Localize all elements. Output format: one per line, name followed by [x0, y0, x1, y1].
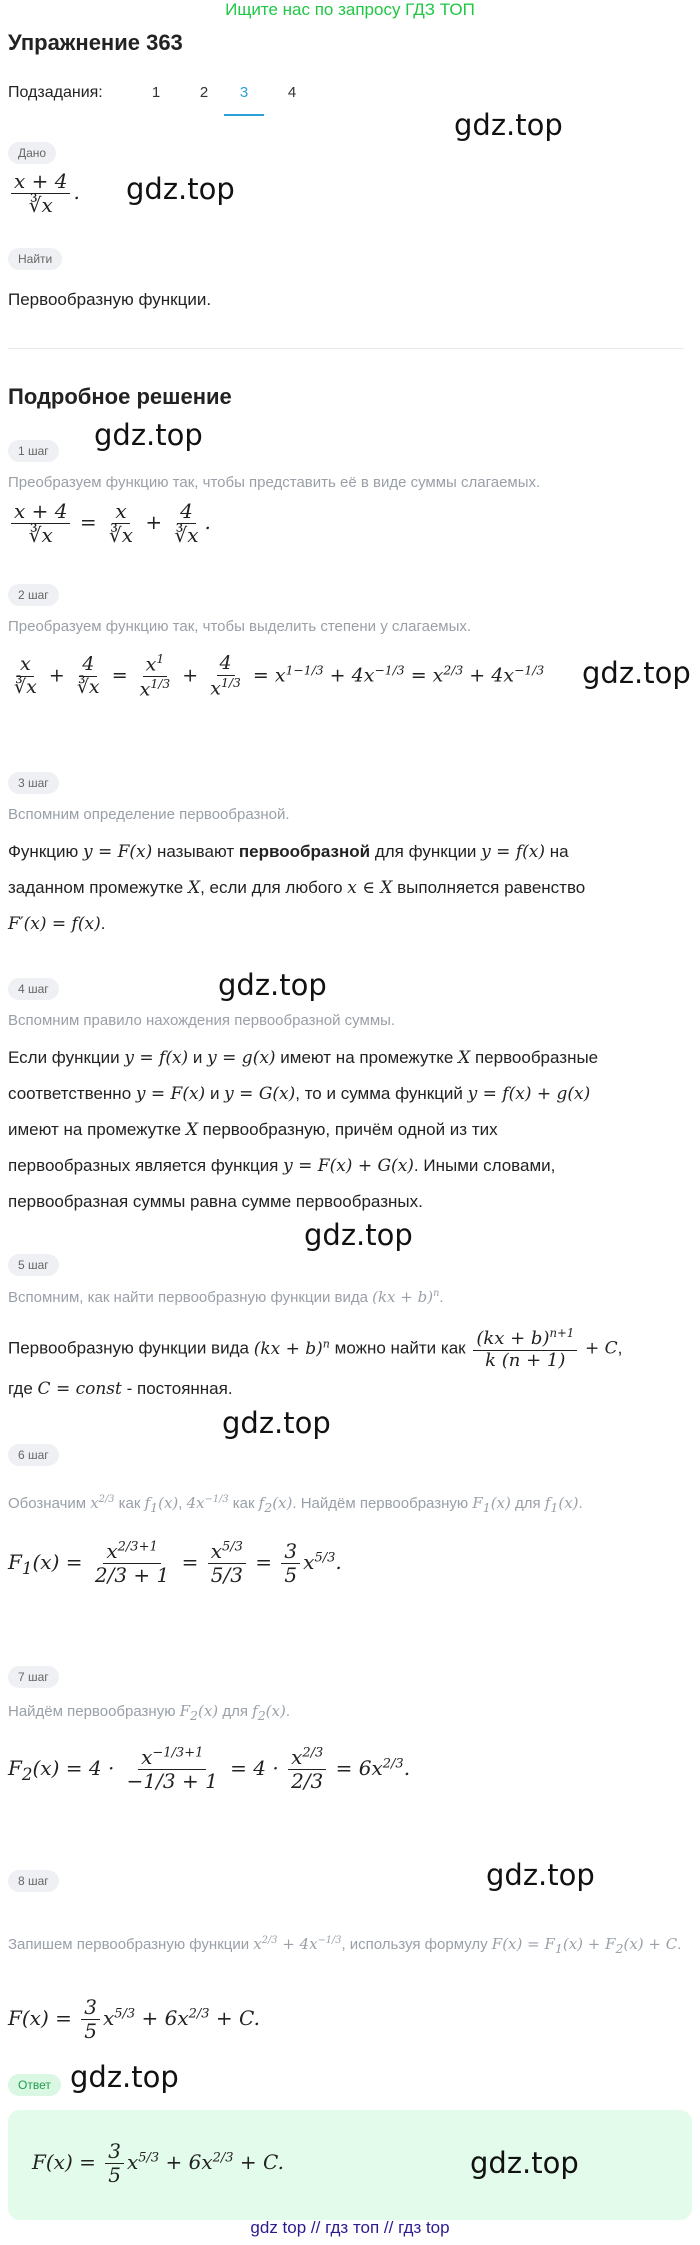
- step-5-rule: Первообразную функции вида (kx + b)$^n$ можно найти как $\frac{(kx + b)^{n+1}}{k (n + 1)}$ + C, где C = const - постоянная.: [8, 1325, 623, 1400]
- step-7-chip: 7 шаг: [8, 1666, 59, 1688]
- step-4-chip: 4 шаг: [8, 978, 59, 1000]
- watermark: gdz.top: [454, 108, 563, 142]
- step-8-formula: F(x) = $\frac{3}{5}$ $x^{5/3} + 6x^{2/3} + C$.: [8, 1995, 260, 2043]
- tab-subtask-3[interactable]: 3: [224, 84, 264, 116]
- step-6-hint: Обозначим $x^{2/3}$ как $f_1(x)$, $4x^{-1/3}$ как $f_2(x)$. Найдём первообразную $F_1(x)$ для $f_1(x)$.: [8, 1494, 583, 1515]
- step-3-definition: Функцию y = F(x) называют первообразной для функции y = f(x) на заданном промежутке X, если для любого x ∈ X выполняется равенство F′(x) = f(x).: [8, 842, 586, 934]
- watermark: gdz.top: [126, 172, 235, 206]
- answer-chip: Ответ: [8, 2074, 61, 2096]
- subtasks-label: Подзадания:: [8, 84, 103, 101]
- step-4-hint: Вспомним правило нахождения первообразной суммы.: [8, 1012, 396, 1029]
- answer-box: [8, 2110, 692, 2220]
- step-1-chip: 1 шаг: [8, 440, 59, 462]
- promo-banner[interactable]: Ищите нас по запросу ГДЗ ТОП: [225, 0, 475, 19]
- step-3-chip: 3 шаг: [8, 772, 59, 794]
- watermark: gdz.top: [470, 2146, 579, 2180]
- step-7-formula: $F_2(x) = 4$ · $\frac{x^{-1/3+1}}{-1/3 + 1}$ = 4 · $\frac{x^{2/3}}{2/3}$ = $6x^{2/3}$.: [8, 1745, 411, 1793]
- given-chip: Дано: [8, 142, 56, 164]
- watermark: gdz.top: [582, 656, 691, 690]
- given-formula: $\frac{x + 4}{∛x}$ .: [8, 170, 80, 217]
- step-5-chip: 5 шаг: [8, 1254, 59, 1276]
- tab-subtask-1[interactable]: 1: [151, 84, 161, 101]
- step-1-formula: $\frac{x + 4}{∛x}$ = $\frac{x}{∛x}$ + $\frac{4}{∛x}$ .: [8, 500, 211, 547]
- step-2-formula: $\frac{x}{∛x}$ + $\frac{4}{∛x}$ = $\frac{x^1}{x^{1/3}}$ + $\frac{4}{x^{1/3}}$ = $x^{1-1/3} + 4x^{-1/3} = x^{2/3} + 4x^{-1/3}$: [14, 652, 545, 701]
- watermark: gdz.top: [70, 2060, 179, 2094]
- find-text: Первообразную функции.: [8, 290, 212, 309]
- step-6-chip: 6 шаг: [8, 1444, 59, 1466]
- step-5-hint: Вспомним, как найти первообразную функции вида (kx + b)$^n$.: [8, 1288, 444, 1306]
- step-2-hint: Преобразуем функцию так, чтобы выделить степени у слагаемых.: [8, 618, 472, 635]
- watermark: gdz.top: [304, 1218, 413, 1252]
- footer-links[interactable]: gdz top // гдз топ // гдз top: [250, 2218, 450, 2237]
- page-title: Упражнение 363: [8, 30, 183, 55]
- step-6-formula: $F_1(x)$ = $\frac{x^{2/3+1}}{2/3 + 1}$ = $\frac{x^{5/3}}{5/3}$ = $\frac{3}{5}$ $x^{5/3}$.: [8, 1539, 342, 1587]
- answer-formula: F(x) = $\frac{3}{5}$ $x^{5/3} + 6x^{2/3} + C$.: [32, 2139, 284, 2187]
- subtasks-nav: [8, 84, 688, 120]
- step-8-chip: 8 шаг: [8, 1870, 59, 1892]
- watermark: gdz.top: [94, 418, 203, 452]
- step-2-chip: 2 шаг: [8, 584, 59, 606]
- watermark: gdz.top: [222, 1406, 331, 1440]
- divider: [8, 348, 684, 349]
- step-4-rule: Если функции y = f(x) и y = g(x) имеют на промежутке X первообразные соответственно y = F(x) и y = G(x), то и сумма функций y = f(x) + g(x) имеют на промежутке X первообразную, причём одной из тих первообразных является функция y = F(x) + G(x). Иными словами, первообразная суммы равна сумме первообразных.: [8, 1048, 599, 1211]
- watermark: gdz.top: [218, 968, 327, 1002]
- watermark: gdz.top: [486, 1858, 595, 1892]
- find-chip: Найти: [8, 248, 62, 270]
- tab-subtask-2[interactable]: 2: [199, 84, 209, 101]
- step-1-hint: Преобразуем функцию так, чтобы представить её в виде суммы слагаемых.: [8, 474, 541, 491]
- solution-title: Подробное решение: [8, 384, 232, 409]
- step-3-hint: Вспомним определение первообразной.: [8, 806, 290, 823]
- step-8-hint: Запишем первообразную функции $x^{2/3} + 4x^{-1/3}$, используя формулу $F(x) = F_1(x) + F_2(x) + C$.: [8, 1935, 682, 1956]
- tab-subtask-4[interactable]: 4: [287, 84, 297, 101]
- step-7-hint: Найдём первообразную $F_2(x)$ для $f_2(x)$.: [8, 1702, 291, 1723]
